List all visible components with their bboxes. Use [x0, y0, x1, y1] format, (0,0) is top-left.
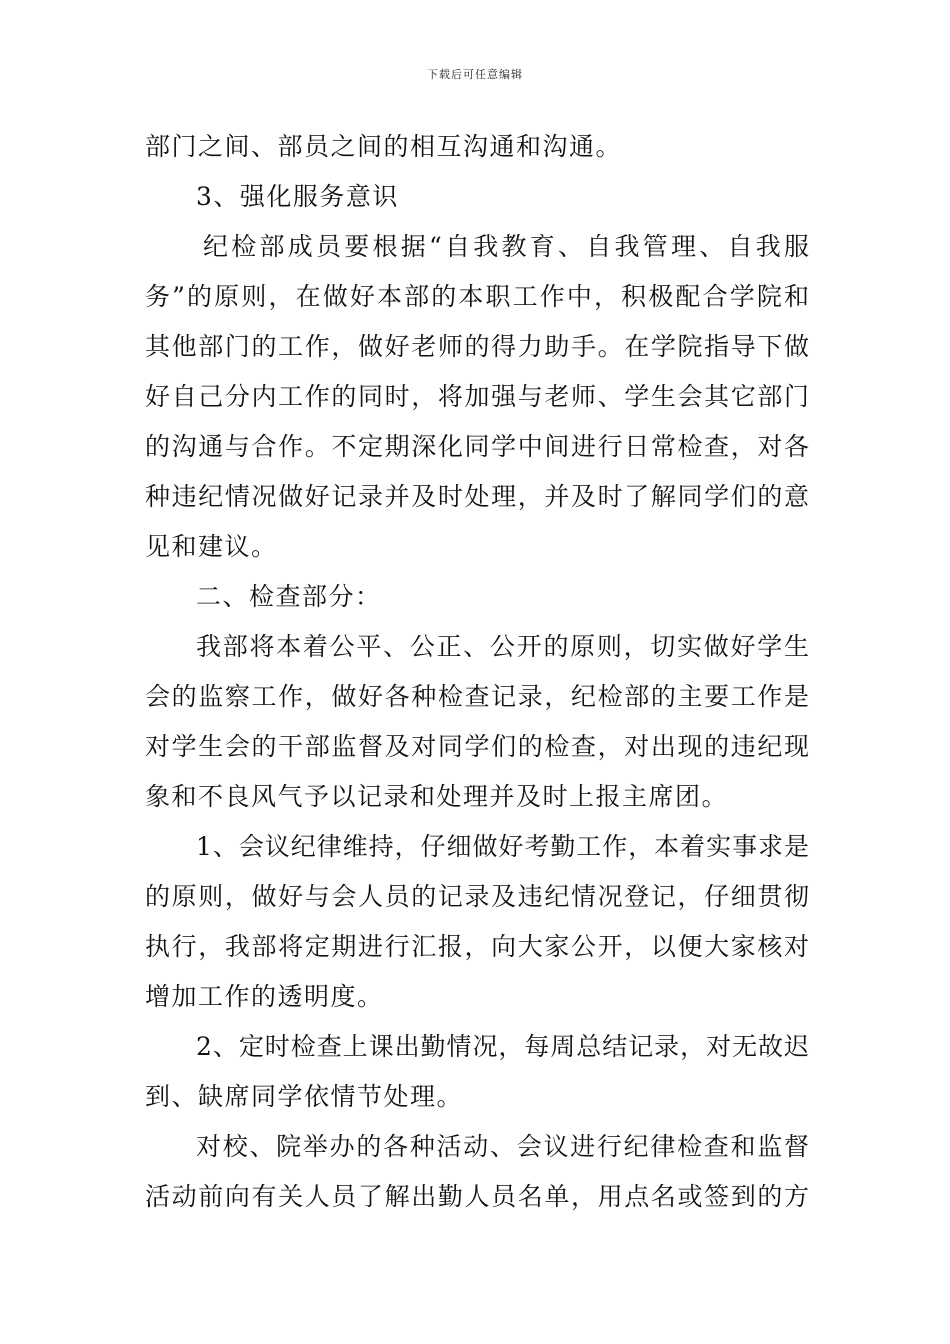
text-line: 见和建议。 — [145, 532, 278, 561]
text-line: 执行，我部将定期进行汇报，向大家公开，以便大家核对 — [145, 932, 809, 961]
section-heading: 二、检查部分： — [196, 582, 382, 611]
text-line: 活动前向有关人员了解出勤人员名单，用点名或签到的方 — [145, 1182, 809, 1211]
text-line: 好自己分内工作的同时，将加强与老师、学生会其它部门 — [145, 382, 809, 411]
text-line: 到、缺席同学依情节处理。 — [145, 1082, 464, 1111]
text-line: 1、会议纪律维持，仔细做好考勤工作，本着实事求是 — [196, 832, 809, 861]
section-heading: 3、强化服务意识 — [196, 182, 399, 211]
text-line: 纪检部成员要根据“自我教育、自我管理、自我服 — [203, 232, 809, 261]
text-line: 种违纪情况做好记录并及时处理，并及时了解同学们的意 — [145, 482, 809, 511]
text-line: 务”的原则，在做好本部的本职工作中，积极配合学院和 — [145, 282, 809, 311]
document-body — [145, 122, 809, 1222]
text-line: 我部将本着公平、公正、公开的原则，切实做好学生 — [196, 632, 809, 661]
text-line: 部门之间、部员之间的相互沟通和沟通。 — [145, 132, 623, 161]
text-line: 的原则，做好与会人员的记录及违纪情况登记，仔细贯彻 — [145, 882, 809, 911]
text-line: 增加工作的透明度。 — [145, 982, 384, 1011]
text-line: 象和不良风气予以记录和处理并及时上报主席团。 — [145, 782, 729, 811]
header-note: 下载后可任意编辑 — [427, 68, 523, 81]
text-line: 会的监察工作，做好各种检查记录，纪检部的主要工作是 — [145, 682, 809, 711]
text-line: 2、定时检查上课出勤情况，每周总结记录，对无故迟 — [196, 1032, 809, 1061]
text-line: 的沟通与合作。不定期深化同学中间进行日常检查，对各 — [145, 432, 809, 461]
text-line: 其他部门的工作，做好老师的得力助手。在学院指导下做 — [145, 332, 809, 361]
text-line: 对学生会的干部监督及对同学们的检查，对出现的违纪现 — [145, 732, 809, 761]
text-line: 对校、院举办的各种活动、会议进行纪律检查和监督 — [196, 1132, 809, 1161]
